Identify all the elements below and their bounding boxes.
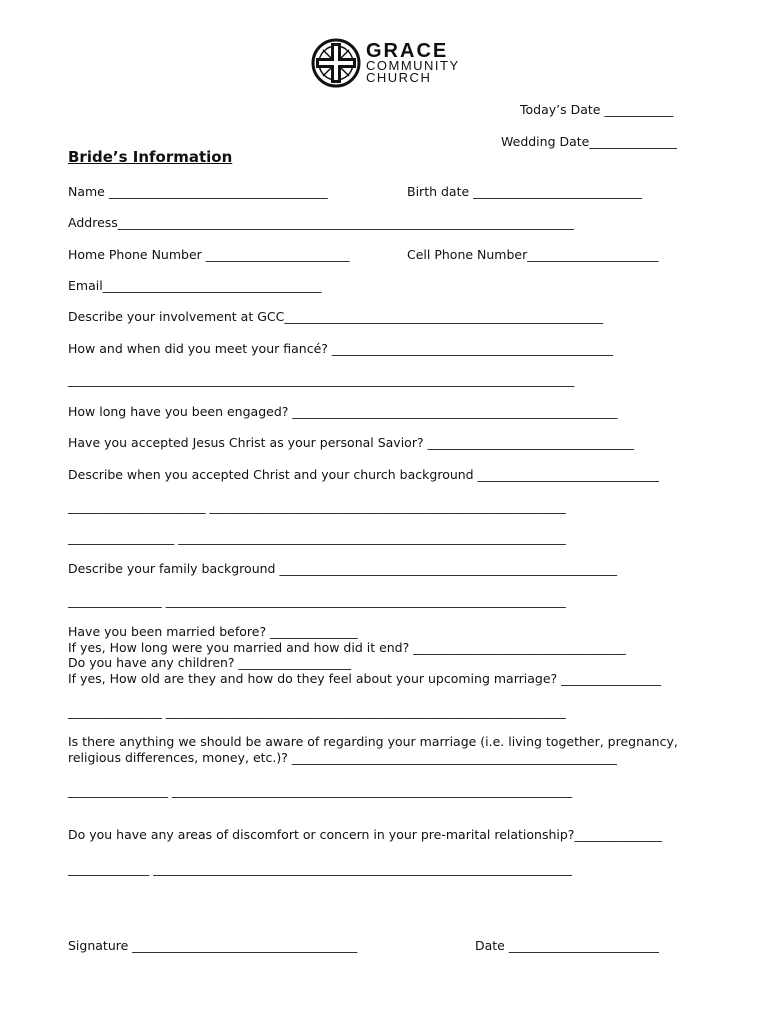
involvement-field[interactable]: Describe your involvement at GCC___________________________________________________ — [68, 309, 604, 324]
discomfort-field[interactable]: Do you have any areas of discomfort or concern in your pre-marital relationship?______________ — [68, 827, 662, 842]
aware-line-3[interactable]: ________________ ________________________________________________________________ — [68, 783, 572, 798]
cross-circle-icon — [311, 38, 361, 88]
married-before-field[interactable]: Have you been married before? ______________ — [68, 624, 358, 639]
home-phone-field[interactable]: Home Phone Number _______________________ — [68, 247, 350, 262]
accepted-christ-line-3[interactable]: _________________ ______________________________________________________________ — [68, 530, 566, 545]
met-fiance-field[interactable]: How and when did you meet your fiancé? _____________________________________________ — [68, 341, 614, 356]
logo-grace-text: GRACE — [366, 40, 449, 62]
children-field[interactable]: Do you have any children? __________________ — [68, 655, 352, 670]
wedding-date-field[interactable]: Wedding Date______________ — [501, 134, 677, 149]
met-fiance-line-2[interactable]: _________________________________________________________________________________ — [68, 372, 575, 387]
accepted-christ-field[interactable]: Describe when you accepted Christ and your church background _____________________________ — [68, 467, 659, 482]
aware-question-label: Is there anything we should be aware of regarding your marriage (i.e. living together, pregnancy, — [68, 734, 678, 749]
accepted-jesus-field[interactable]: Have you accepted Jesus Christ as your personal Savior? _________________________________ — [68, 435, 634, 450]
logo-community-text: COMMUNITY — [366, 58, 460, 73]
cell-phone-field[interactable]: Cell Phone Number_____________________ — [407, 247, 659, 262]
birth-date-field[interactable]: Birth date ___________________________ — [407, 184, 642, 199]
how-long-married-field[interactable]: If yes, How long were you married and how did it end? __________________________________ — [68, 640, 626, 655]
family-background-line-2[interactable]: _______________ ________________________________________________________________ — [68, 593, 566, 608]
email-field[interactable]: Email___________________________________ — [68, 278, 322, 293]
logo-church-text: CHURCH — [366, 70, 432, 85]
discomfort-line-2[interactable]: _____________ ___________________________________________________________________ — [68, 861, 572, 876]
name-field[interactable]: Name ___________________________________ — [68, 184, 328, 199]
accepted-christ-line-2[interactable]: ______________________ _________________________________________________________ — [68, 499, 566, 514]
children-ages-field[interactable]: If yes, How old are they and how do they feel about your upcoming marriage? ________________ — [68, 671, 662, 686]
address-field[interactable]: Address_________________________________________________________________________ — [68, 215, 575, 230]
aware-field[interactable]: religious differences, money, etc.)? ____________________________________________________ — [68, 750, 617, 765]
engaged-field[interactable]: How long have you been engaged? ____________________________________________________ — [68, 404, 618, 419]
family-background-field[interactable]: Describe your family background ______________________________________________________ — [68, 561, 617, 576]
todays-date-field[interactable]: Today’s Date ___________ — [520, 102, 674, 117]
church-logo — [311, 38, 471, 88]
children-line-2[interactable]: _______________ ________________________________________________________________ — [68, 704, 566, 719]
signature-date-field[interactable]: Date ________________________ — [475, 938, 659, 953]
signature-field[interactable]: Signature ____________________________________ — [68, 938, 358, 953]
section-title: Bride’s Information — [68, 148, 233, 166]
